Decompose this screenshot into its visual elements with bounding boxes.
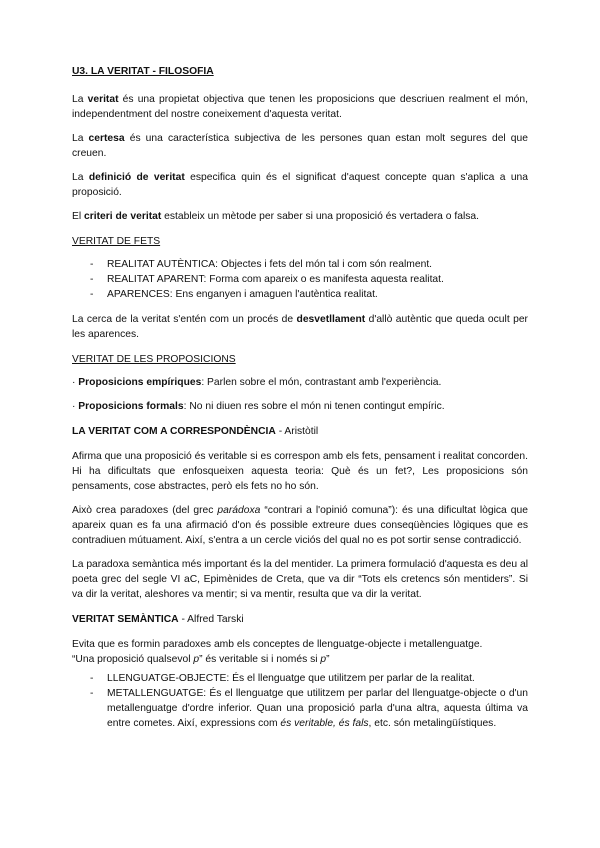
list-item: - LLENGUATGE-OBJECTE: És el llenguatge que utilitzem per parlar de la realitat. <box>90 673 475 684</box>
section-author: - Alfred Tarski <box>178 614 244 625</box>
definition-veritat: La veritat és una propietat objectiva que tenen les proposicions que descriuen realment el món, independentment del nostre coneixement d'aquesta veritat. <box>72 94 528 120</box>
semantica-intro: Evita que es formin paradoxes amb els conceptes de llenguatge-objecte i metallenguatge. “Una proposició qualsevol p” és veritable si i només si p” <box>72 639 483 665</box>
cerca-paragraph: La cerca de la veritat s'entén com un procés de desvetllament d'allò autèntic que queda ocult per les aparences. <box>72 314 528 340</box>
term: criteri de veritat <box>84 211 162 222</box>
definition-definicio: La definició de veritat especifica quin és el significat d'aquest concepte quan s'aplica a una proposició. <box>72 172 528 198</box>
fets-list <box>72 257 528 302</box>
document-page <box>72 64 528 741</box>
definition-certesa: La certesa és una característica subjectiva de les persones quan estan molt segures del que creuen. <box>72 133 528 159</box>
dash-bullet: - <box>90 289 94 300</box>
section-heading-proposicions: VERITAT DE LES PROPOSICIONS <box>72 354 236 365</box>
dash-bullet: - <box>90 673 94 684</box>
proposicio-empirica: · Proposicions empíriques: Parlen sobre el món, contrastant amb l'experiència. <box>72 377 442 388</box>
section-heading-correspondencia: LA VERITAT COM A CORRESPONDÈNCIA - Aristòtil <box>72 426 319 437</box>
definition-criteri: El criteri de veritat estableix un mètode per saber si una proposició és vertadera o falsa. <box>72 211 479 222</box>
correspondencia-paragraph-1: Afirma que una proposició és veritable si es correspon amb els fets, pensament i realitat concorden. Hi ha dificultats que enfosqueixen aquesta teoria: Què és un fet?, Les proposicions són pensaments, cose abstractes, però els fets no ho són. <box>72 451 528 492</box>
term: definició de veritat <box>88 172 185 183</box>
list-item: - APARENCES: Ens enganyen i amaguen l'autèntica realitat. <box>90 289 378 300</box>
dash-bullet: - <box>90 259 94 270</box>
section-author: - Aristòtil <box>275 426 319 437</box>
list-item: - REALITAT APARENT: Forma com apareix o es manifesta aquesta realitat. <box>90 274 444 285</box>
correspondencia-paragraph-2: Això crea paradoxes (del grec parádoxa “contrari a l'opinió comuna”): és una dificultat lògica que apareix quan es fa una afirmació d'on és possible extreure dues conseqüències lògiques que es contradiuen mútuament. Així, s'entra a un cercle viciós del qual no es pot sortir sense contradicció. <box>72 505 528 546</box>
section-heading-fets: VERITAT DE FETS <box>72 236 161 247</box>
correspondencia-paragraph-3: La paradoxa semàntica més important és la del mentider. La primera formulació d'aquesta es deu al poeta grec del segle VI aC, Epimènides de Creta, que va dir “Tots els cretencs són mentiders”. Si va dir la veritat, aleshores va mentir; si va mentir, resulta que va dir la veritat. <box>72 559 528 600</box>
list-item: - REALITAT AUTÈNTICA: Objectes i fets del món tal i com són realment. <box>90 259 433 270</box>
dash-bullet: - <box>90 274 94 285</box>
term: Proposicions formals <box>78 401 184 412</box>
section-heading-semantica: VERITAT SEMÀNTICA - Alfred Tarski <box>72 614 244 625</box>
term: certesa <box>88 133 125 144</box>
list-item: - METALLENGUATGE: És el llenguatge que utilitzem per parlar del llenguatge-objecte o d'un metallenguatge d'ordre inferior. Quan una proposició parla d'una altra, aquesta última va entre cometes. Així, expressions com és veritable, és fals, etc. són metalingüístiques. <box>90 688 528 729</box>
page-title: U3. LA VERITAT - FILOSOFIA <box>72 66 214 77</box>
proposicio-formal: · Proposicions formals: No ni diuen res sobre el món ni tenen contingut empíric. <box>72 401 445 412</box>
term: veritat <box>87 94 119 105</box>
dash-bullet: - <box>90 688 94 699</box>
semantica-list <box>72 671 528 731</box>
term: Proposicions empíriques <box>78 377 202 388</box>
term: desvetllament <box>296 314 366 325</box>
